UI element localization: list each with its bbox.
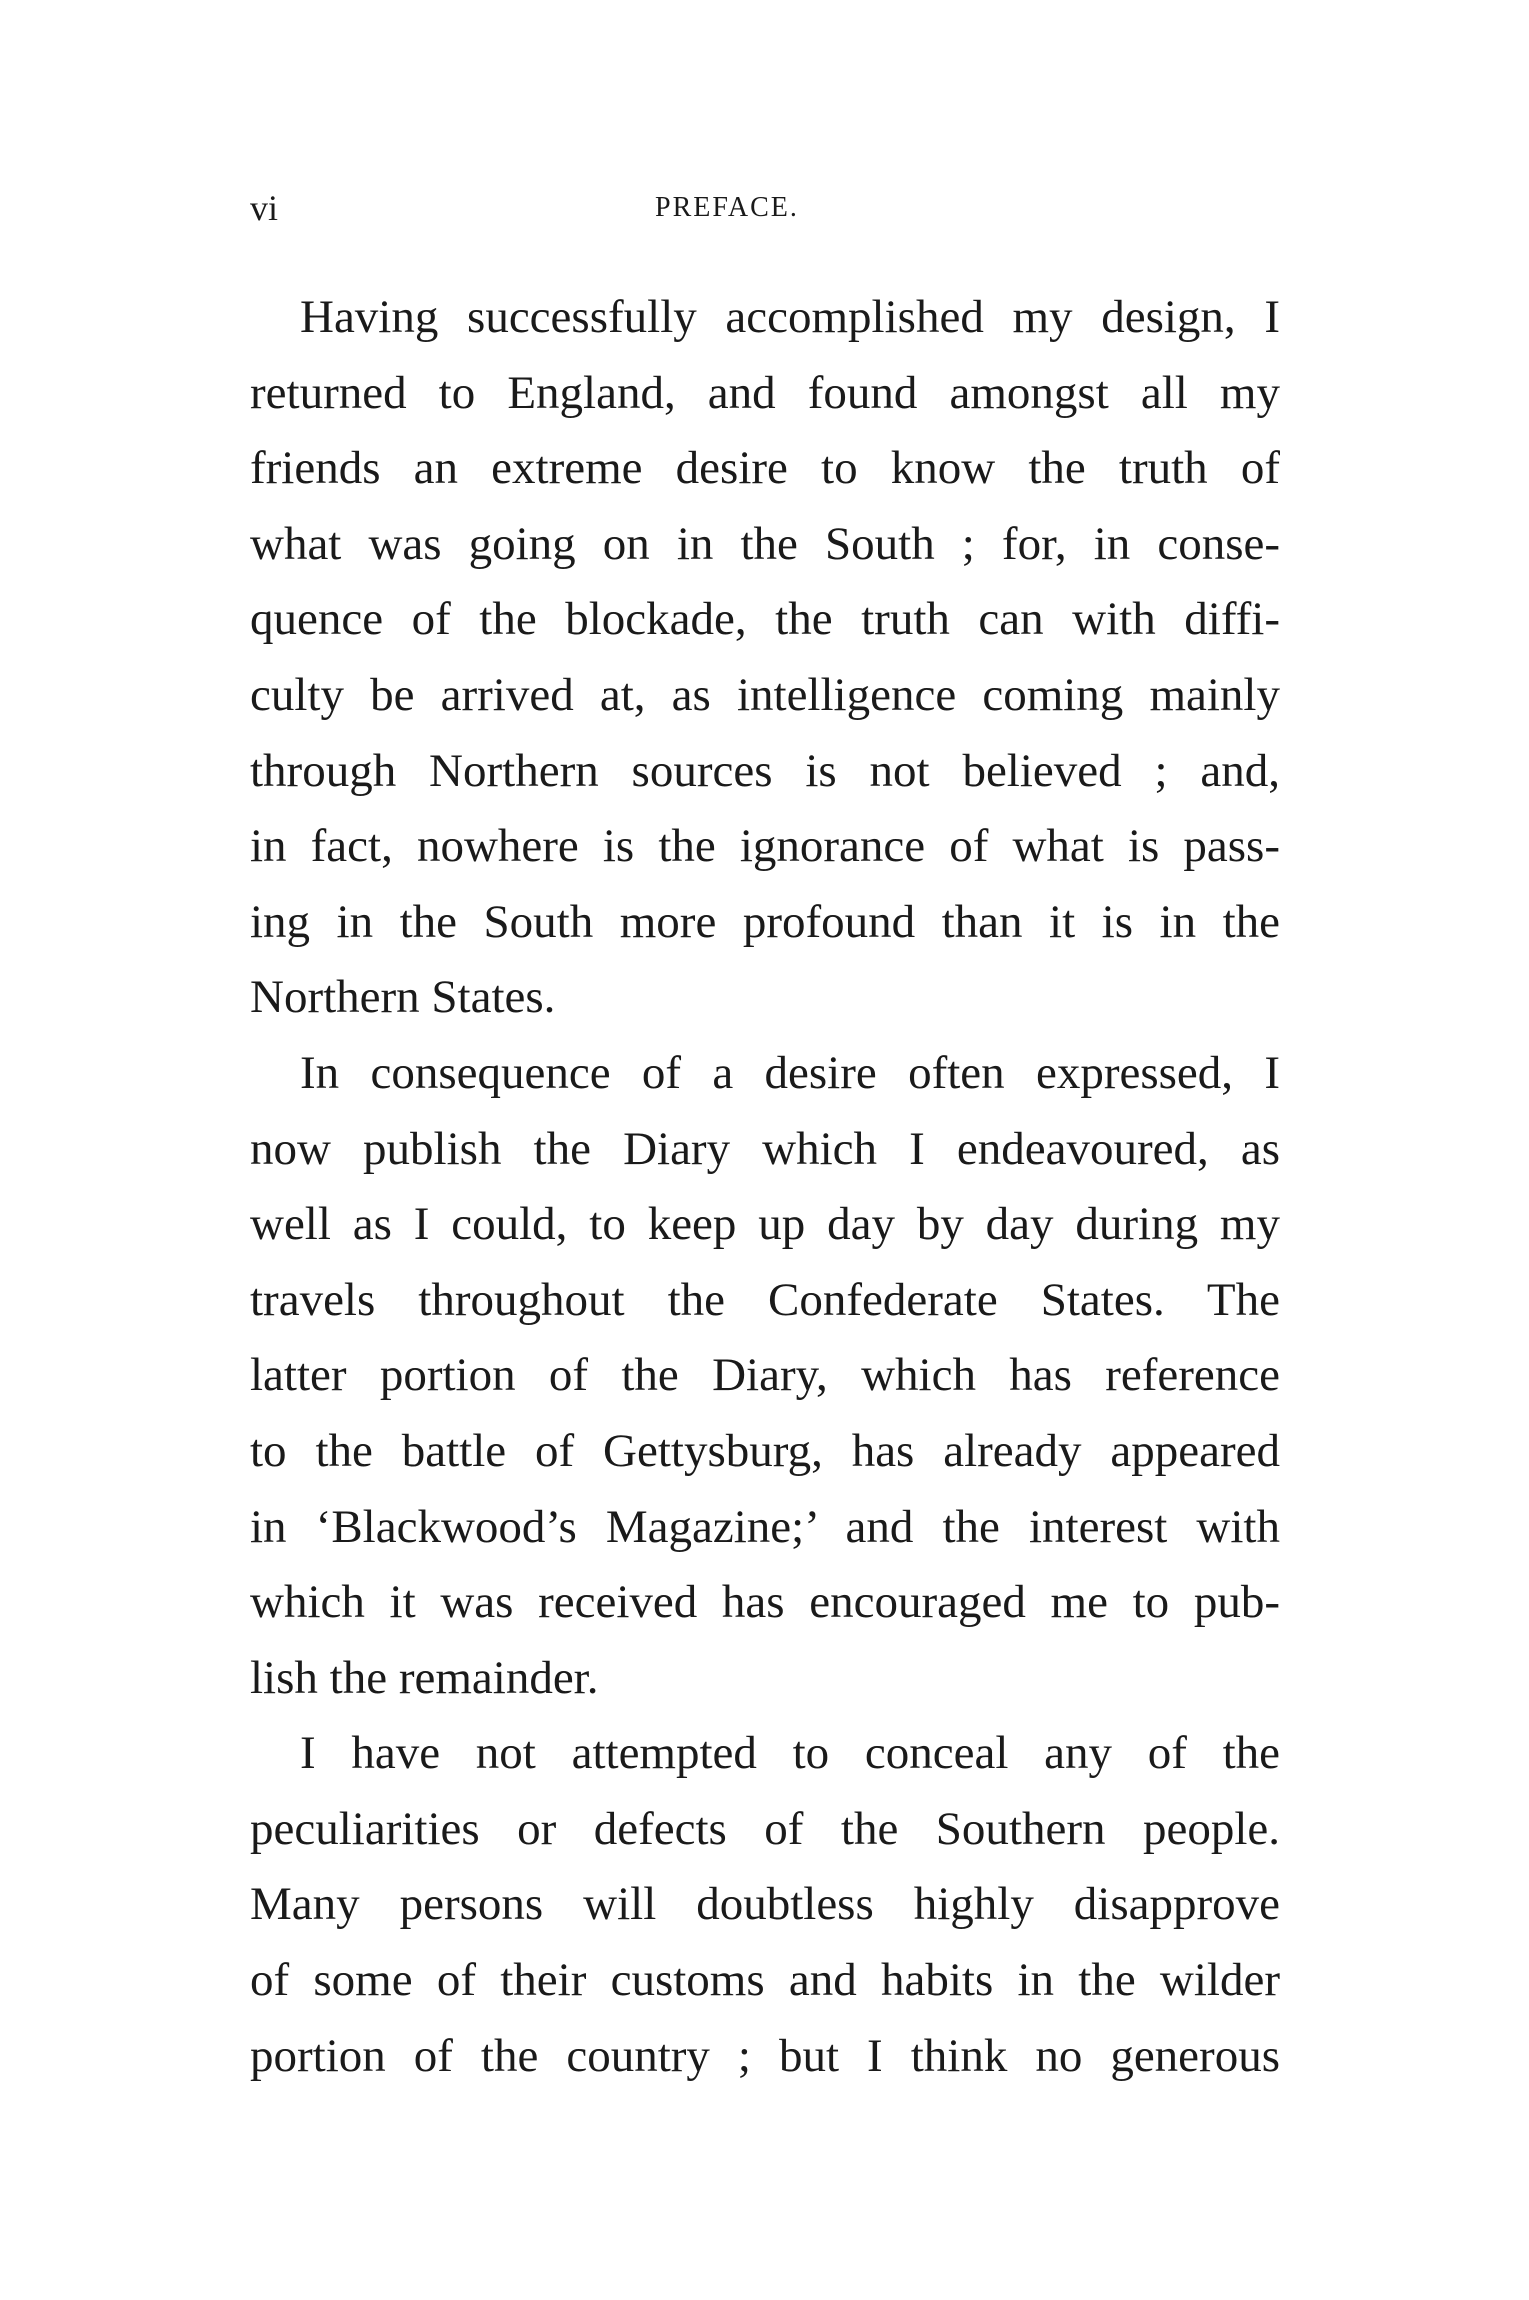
paragraph-2 [250,1036,1280,1716]
text-line: culty be arrived at, as intelligence coming mainly [250,668,1280,721]
page-number: vi [250,188,279,228]
text-line: peculiarities or defects of the Southern people. [250,1802,1280,1855]
paragraph-1 [250,280,1280,1036]
text-line: ing in the South more profound than it is in the [250,895,1280,948]
text-line: portion of the country ; but I think no generous [250,2029,1280,2082]
text-line: in fact, nowhere is the ignorance of what is pass- [250,820,1280,873]
text-line: travels throughout the Confederate States. The [250,1273,1280,1326]
text-line: to the battle of Gettysburg, has already appeared [250,1424,1280,1477]
text-line: Many persons will doubtless highly disapprove [250,1878,1280,1931]
text-line: Northern States. [250,971,556,1024]
text-line: quence of the blockade, the truth can with diffi- [250,593,1280,646]
text-line: in ‘Blackwood’s Magazine;’ and the interest with [250,1500,1280,1553]
text-line: Having successfully accomplished my design, I [300,291,1280,343]
text-line: well as I could, to keep up day by day during my [250,1198,1280,1251]
text-line: returned to England, and found amongst all my [250,366,1280,419]
running-head: PREFACE. [655,192,799,223]
text-line: of some of their customs and habits in the wilder [250,1954,1280,2007]
text-line: latter portion of the Diary, which has reference [250,1349,1280,1402]
text-line: friends an extreme desire to know the truth of [250,442,1280,495]
text-line: In consequence of a desire often expressed, I [300,1046,1280,1099]
text-line: I have not attempted to conceal any of the [300,1727,1280,1780]
text-line: what was going on in the South ; for, in conse- [250,517,1280,570]
text-line: lish the remainder. [250,1651,599,1704]
text-line: which it was received has encouraged me to pub- [250,1576,1280,1629]
page-header [250,183,1280,233]
text-line: through Northern sources is not believed ; and, [250,744,1280,797]
body-text [250,280,1280,2094]
text-line: now publish the Diary which I endeavoured, as [250,1122,1280,1175]
paragraph-3 [250,1716,1280,2094]
